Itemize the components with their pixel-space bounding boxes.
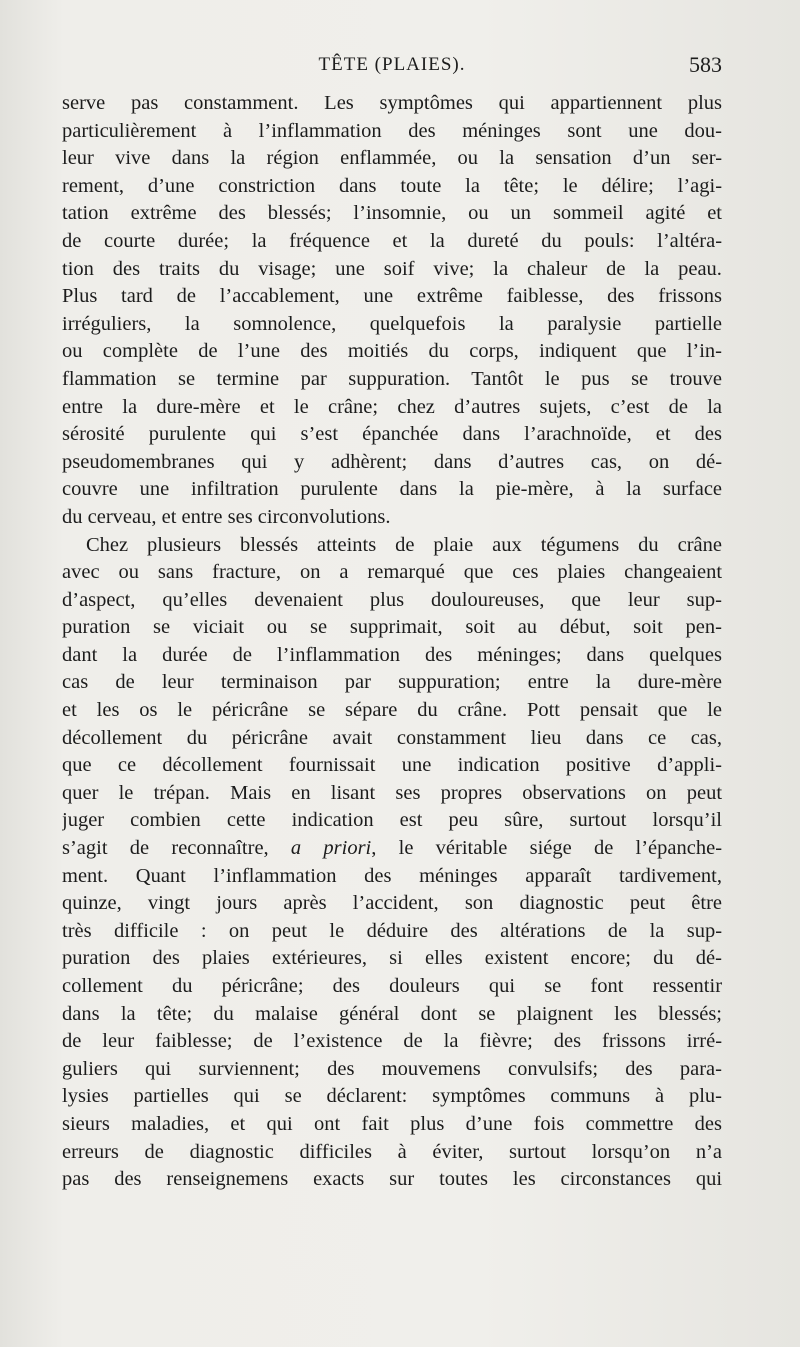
text-line: quer le trépan. Mais en lisant ses propres observations on peut (62, 781, 722, 804)
text-line: cas de leur terminaison par suppuration; entre la dure-mère (62, 671, 722, 694)
text-line: ou complète de l’une des moitiés du corps, indiquent que l’in- (62, 340, 722, 363)
text-line: sérosité purulente qui s’est épanchée dans l’arachnoïde, et des (62, 423, 722, 446)
text-line: quinze, vingt jours après l’accident, son diagnostic peut être (62, 892, 722, 915)
text-line: tation extrême des blessés; l’insomnie, ou un sommeil agité et (62, 202, 722, 225)
italic-phrase: a priori (290, 837, 372, 860)
body-text (62, 90, 722, 1194)
page-header (62, 52, 722, 82)
text-line: décollement du péricrâne avait constamment lieu dans ce cas, (62, 726, 722, 749)
page-number: 583 (689, 52, 722, 77)
text-line: irréguliers, la somnolence, quelquefois la paralysie partielle (62, 312, 722, 335)
text-line: de leur faiblesse; de l’existence de la fièvre; des frissons irré- (62, 1030, 722, 1053)
text-line: serve pas constamment. Les symptômes qui appartiennent plus (62, 92, 722, 114)
text-line: puration se viciait ou se supprimait, soit au début, soit pen- (62, 616, 722, 639)
text-line: avec ou sans fracture, on a remarqué que ces plaies changeaient (62, 561, 722, 584)
text-line: flammation se termine par suppuration. Tantôt le pus se trouve (62, 367, 722, 390)
text-line: de courte durée; la fréquence et la dureté du pouls: l’altéra- (62, 229, 722, 252)
text-segment: , le véritable siége de l’épanche- (371, 837, 722, 860)
text-line: pas des renseignemens exacts sur toutes les circonstances qui (62, 1168, 722, 1191)
text-line: que ce décollement fournissait une indication positive d’appli- (62, 754, 722, 777)
text-line: très difficile : on peut le déduire des altérations de la sup- (62, 919, 722, 942)
text-line: erreurs de diagnostic difficiles à éviter, surtout lorsqu’on n’a (62, 1140, 722, 1163)
text-line: juger combien cette indication est peu sûre, surtout lorsqu’il (62, 809, 722, 832)
text-line: couvre une infiltration purulente dans la pie-mère, à la surface (62, 478, 722, 501)
running-title: TÊTE (PLAIES). (318, 54, 466, 75)
text-segment: s’agit de reconnaître, (62, 837, 291, 860)
text-line: d’aspect, qu’elles devenaient plus douloureuses, que leur sup- (62, 588, 722, 611)
text-line: particulièrement à l’inflammation des méninges sont une dou- (62, 119, 722, 142)
text-line: entre la dure-mère et le crâne; chez d’autres sujets, c’est de la (62, 395, 722, 418)
text-line: dans la tête; du malaise général dont se plaignent les blessés; (62, 1002, 722, 1025)
text-line: puration des plaies extérieures, si elles existent encore; du dé- (62, 947, 722, 970)
text-line: collement du péricrâne; des douleurs qui se font ressentir (62, 975, 722, 997)
text-line-paragraph-end: du cerveau, et entre ses circonvolutions. (62, 505, 391, 528)
text-line: pseudomembranes qui y adhèrent; dans d’autres cas, on dé- (62, 450, 722, 473)
text-line: ment. Quant l’inflammation des méninges apparaît tardivement, (62, 864, 722, 887)
text-line-paragraph-start: Chez plusieurs blessés atteints de plaie aux tégumens du crâne (86, 533, 722, 556)
text-line: et les os le péricrâne se sépare du crâne. Pott pensait que le (62, 699, 722, 722)
text-line: rement, d’une constriction dans toute la tête; le délire; l’agi- (62, 174, 722, 197)
text-line: Plus tard de l’accablement, une extrême faiblesse, des frissons (62, 285, 722, 308)
text-line (62, 835, 722, 863)
text-line: sieurs maladies, et qui ont fait plus d’une fois commettre des (62, 1112, 722, 1135)
text-line: guliers qui surviennent; des mouvemens convulsifs; des para- (62, 1057, 722, 1080)
text-line: tion des traits du visage; une soif vive; la chaleur de la peau. (62, 257, 722, 280)
text-line: lysies partielles qui se déclarent: symptômes communs à plu- (62, 1085, 722, 1108)
text-line: dant la durée de l’inflammation des méninges; dans quelques (62, 643, 722, 666)
text-line: leur vive dans la région enflammée, ou la sensation d’un ser- (62, 147, 722, 170)
